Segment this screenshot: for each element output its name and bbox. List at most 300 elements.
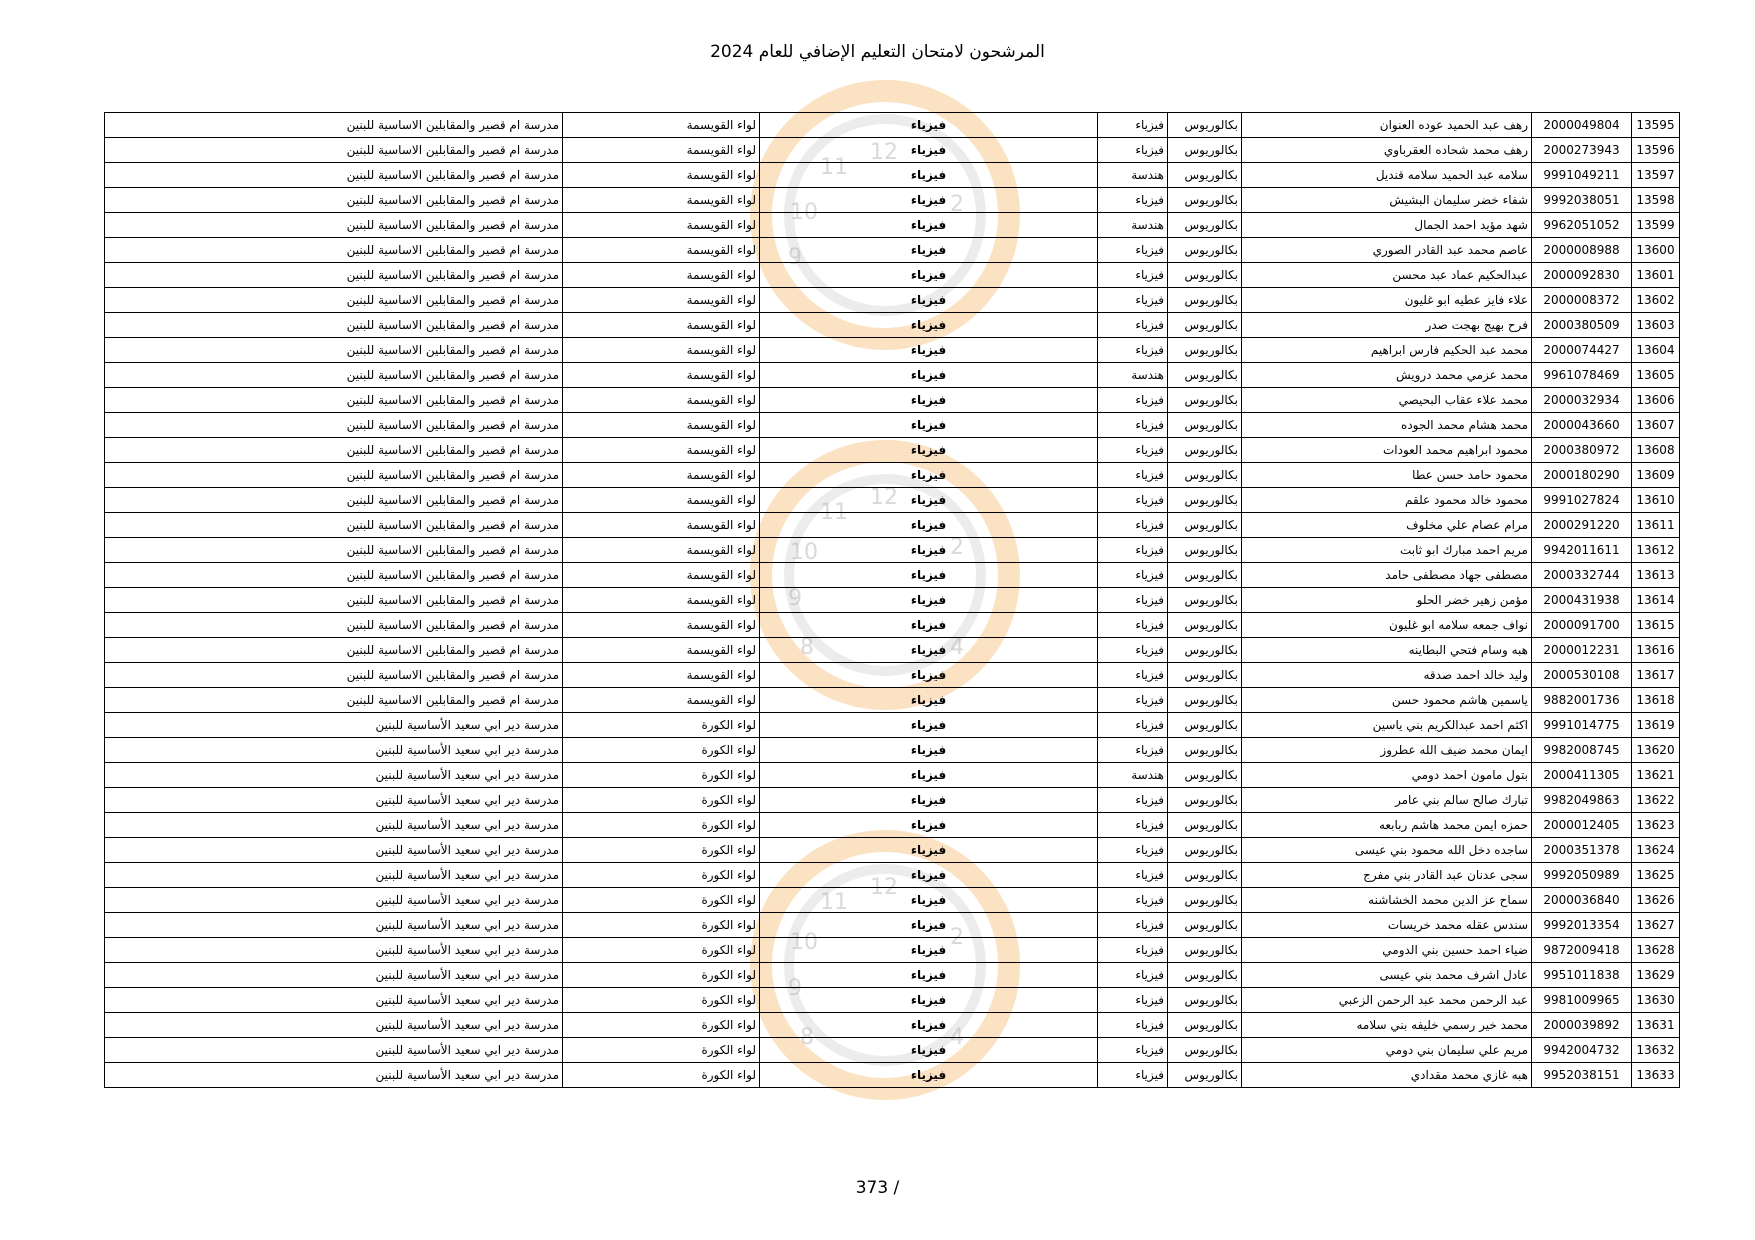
subject-cell: فيزياء [760, 963, 1098, 988]
name-cell: شفاء خضر سليمان البشيش [1242, 188, 1532, 213]
subject-cell: فيزياء [760, 888, 1098, 913]
subject-cell: فيزياء [760, 838, 1098, 863]
seq-cell: 13630 [1632, 988, 1680, 1013]
subject-cell: فيزياء [760, 713, 1098, 738]
name-cell: مؤمن زهير خضر الحلو [1242, 588, 1532, 613]
school-cell: مدرسة ام قصير والمقابلين الاساسية للبنين [105, 413, 563, 438]
national-id-cell: 9942004732 [1532, 1038, 1632, 1063]
table-row [105, 163, 1680, 188]
school-cell: مدرسة ام قصير والمقابلين الاساسية للبنين [105, 613, 563, 638]
name-cell: عادل اشرف محمد بني عيسى [1242, 963, 1532, 988]
school-cell: مدرسة دير ابي سعيد الأساسية للبنين [105, 1013, 563, 1038]
specialty-cell: فيزياء [1098, 138, 1168, 163]
degree-cell: بكالوريوس [1168, 463, 1242, 488]
name-cell: ضياء احمد حسين بني الدومي [1242, 938, 1532, 963]
subject-cell: فيزياء [760, 238, 1098, 263]
national-id-cell: 2000008988 [1532, 238, 1632, 263]
table-row [105, 838, 1680, 863]
degree-cell: بكالوريوس [1168, 938, 1242, 963]
area-cell: لواء الكورة [563, 838, 760, 863]
area-cell: لواء الكورة [563, 913, 760, 938]
specialty-cell: فيزياء [1098, 963, 1168, 988]
degree-cell: بكالوريوس [1168, 813, 1242, 838]
area-cell: لواء الكورة [563, 888, 760, 913]
subject-cell: فيزياء [760, 513, 1098, 538]
area-cell: لواء القويسمة [563, 613, 760, 638]
name-cell: محمود حامد حسن عطا [1242, 463, 1532, 488]
table-row [105, 538, 1680, 563]
seq-cell: 13601 [1632, 263, 1680, 288]
school-cell: مدرسة ام قصير والمقابلين الاساسية للبنين [105, 688, 563, 713]
area-cell: لواء القويسمة [563, 438, 760, 463]
degree-cell: بكالوريوس [1168, 913, 1242, 938]
degree-cell: بكالوريوس [1168, 613, 1242, 638]
specialty-cell: فيزياء [1098, 488, 1168, 513]
seq-cell: 13606 [1632, 388, 1680, 413]
seq-cell: 13596 [1632, 138, 1680, 163]
area-cell: لواء الكورة [563, 938, 760, 963]
specialty-cell: فيزياء [1098, 688, 1168, 713]
national-id-cell: 2000411305 [1532, 763, 1632, 788]
table-row [105, 188, 1680, 213]
name-cell: عبد الرحمن محمد عبد الرحمن الزعبي [1242, 988, 1532, 1013]
school-cell: مدرسة ام قصير والمقابلين الاساسية للبنين [105, 388, 563, 413]
seq-cell: 13610 [1632, 488, 1680, 513]
name-cell: محمد عزمي محمد درويش [1242, 363, 1532, 388]
table-row [105, 488, 1680, 513]
school-cell: مدرسة ام قصير والمقابلين الاساسية للبنين [105, 138, 563, 163]
school-cell: مدرسة دير ابي سعيد الأساسية للبنين [105, 763, 563, 788]
table-row [105, 638, 1680, 663]
school-cell: مدرسة دير ابي سعيد الأساسية للبنين [105, 838, 563, 863]
seq-cell: 13613 [1632, 563, 1680, 588]
table-row [105, 563, 1680, 588]
degree-cell: بكالوريوس [1168, 738, 1242, 763]
specialty-cell: فيزياء [1098, 288, 1168, 313]
seq-cell: 13619 [1632, 713, 1680, 738]
national-id-cell: 2000049804 [1532, 113, 1632, 138]
specialty-cell: هندسة [1098, 213, 1168, 238]
subject-cell: فيزياء [760, 388, 1098, 413]
school-cell: مدرسة ام قصير والمقابلين الاساسية للبنين [105, 513, 563, 538]
national-id-cell: 9951011838 [1532, 963, 1632, 988]
national-id-cell: 2000074427 [1532, 338, 1632, 363]
degree-cell: بكالوريوس [1168, 238, 1242, 263]
area-cell: لواء الكورة [563, 813, 760, 838]
table-row [105, 113, 1680, 138]
degree-cell: بكالوريوس [1168, 413, 1242, 438]
school-cell: مدرسة ام قصير والمقابلين الاساسية للبنين [105, 213, 563, 238]
national-id-cell: 2000530108 [1532, 663, 1632, 688]
degree-cell: بكالوريوس [1168, 513, 1242, 538]
school-cell: مدرسة ام قصير والمقابلين الاساسية للبنين [105, 263, 563, 288]
subject-cell: فيزياء [760, 1063, 1098, 1088]
area-cell: لواء الكورة [563, 988, 760, 1013]
name-cell: فرح بهيج بهجت صدر [1242, 313, 1532, 338]
table-row [105, 713, 1680, 738]
seq-cell: 13628 [1632, 938, 1680, 963]
subject-cell: فيزياء [760, 763, 1098, 788]
subject-cell: فيزياء [760, 263, 1098, 288]
name-cell: رهف محمد شحاده العقرباوي [1242, 138, 1532, 163]
name-cell: بتول مامون احمد دومي [1242, 763, 1532, 788]
specialty-cell: فيزياء [1098, 713, 1168, 738]
school-cell: مدرسة ام قصير والمقابلين الاساسية للبنين [105, 563, 563, 588]
name-cell: نواف جمعه سلامه ابو غليون [1242, 613, 1532, 638]
subject-cell: فيزياء [760, 288, 1098, 313]
name-cell: محمود ابراهيم محمد العودات [1242, 438, 1532, 463]
name-cell: سندس عقله محمد خريسات [1242, 913, 1532, 938]
specialty-cell: فيزياء [1098, 438, 1168, 463]
seq-cell: 13608 [1632, 438, 1680, 463]
specialty-cell: فيزياء [1098, 1063, 1168, 1088]
degree-cell: بكالوريوس [1168, 213, 1242, 238]
seq-cell: 13623 [1632, 813, 1680, 838]
specialty-cell: فيزياء [1098, 513, 1168, 538]
table-row [105, 263, 1680, 288]
table-row [105, 288, 1680, 313]
specialty-cell: هندسة [1098, 163, 1168, 188]
area-cell: لواء القويسمة [563, 688, 760, 713]
subject-cell: فيزياء [760, 413, 1098, 438]
page-title: المرشحون لامتحان التعليم الإضافي للعام 2024 [710, 42, 1045, 62]
degree-cell: بكالوريوس [1168, 588, 1242, 613]
table-row [105, 663, 1680, 688]
area-cell: لواء القويسمة [563, 638, 760, 663]
school-cell: مدرسة ام قصير والمقابلين الاساسية للبنين [105, 313, 563, 338]
specialty-cell: هندسة [1098, 363, 1168, 388]
table-row [105, 888, 1680, 913]
degree-cell: بكالوريوس [1168, 363, 1242, 388]
area-cell: لواء القويسمة [563, 288, 760, 313]
area-cell: لواء القويسمة [563, 463, 760, 488]
name-cell: ايمان محمد ضيف الله عطروز [1242, 738, 1532, 763]
area-cell: لواء القويسمة [563, 163, 760, 188]
name-cell: محمد علاء عقاب البحيصي [1242, 388, 1532, 413]
specialty-cell: فيزياء [1098, 338, 1168, 363]
table-row [105, 338, 1680, 363]
national-id-cell: 2000332744 [1532, 563, 1632, 588]
specialty-cell: فيزياء [1098, 313, 1168, 338]
area-cell: لواء الكورة [563, 1063, 760, 1088]
name-cell: محمد عبد الحكيم فارس ابراهيم [1242, 338, 1532, 363]
degree-cell: بكالوريوس [1168, 638, 1242, 663]
area-cell: لواء القويسمة [563, 138, 760, 163]
degree-cell: بكالوريوس [1168, 713, 1242, 738]
area-cell: لواء القويسمة [563, 263, 760, 288]
national-id-cell: 2000380972 [1532, 438, 1632, 463]
national-id-cell: 2000291220 [1532, 513, 1632, 538]
seq-cell: 13602 [1632, 288, 1680, 313]
seq-cell: 13629 [1632, 963, 1680, 988]
school-cell: مدرسة ام قصير والمقابلين الاساسية للبنين [105, 113, 563, 138]
specialty-cell: فيزياء [1098, 788, 1168, 813]
school-cell: مدرسة ام قصير والمقابلين الاساسية للبنين [105, 288, 563, 313]
area-cell: لواء القويسمة [563, 363, 760, 388]
candidates-table [104, 112, 1680, 1088]
table-row [105, 513, 1680, 538]
school-cell: مدرسة ام قصير والمقابلين الاساسية للبنين [105, 588, 563, 613]
degree-cell: بكالوريوس [1168, 438, 1242, 463]
specialty-cell: فيزياء [1098, 588, 1168, 613]
seq-cell: 13618 [1632, 688, 1680, 713]
school-cell: مدرسة دير ابي سعيد الأساسية للبنين [105, 988, 563, 1013]
specialty-cell: فيزياء [1098, 663, 1168, 688]
school-cell: مدرسة ام قصير والمقابلين الاساسية للبنين [105, 463, 563, 488]
school-cell: مدرسة دير ابي سعيد الأساسية للبنين [105, 713, 563, 738]
name-cell: حمزه ايمن محمد هاشم ربابعه [1242, 813, 1532, 838]
subject-cell: فيزياء [760, 788, 1098, 813]
degree-cell: بكالوريوس [1168, 288, 1242, 313]
seq-cell: 13625 [1632, 863, 1680, 888]
national-id-cell: 9982049863 [1532, 788, 1632, 813]
subject-cell: فيزياء [760, 163, 1098, 188]
degree-cell: بكالوريوس [1168, 263, 1242, 288]
area-cell: لواء القويسمة [563, 513, 760, 538]
subject-cell: فيزياء [760, 613, 1098, 638]
degree-cell: بكالوريوس [1168, 563, 1242, 588]
table-row [105, 388, 1680, 413]
watermark-logo: 12 11 2 10 9 8 4 [570, 830, 1190, 1190]
table-row [105, 1063, 1680, 1088]
table-row [105, 688, 1680, 713]
name-cell: ساجده دخل الله محمود بني عيسى [1242, 838, 1532, 863]
subject-cell: فيزياء [760, 913, 1098, 938]
area-cell: لواء القويسمة [563, 213, 760, 238]
subject-cell: فيزياء [760, 313, 1098, 338]
school-cell: مدرسة دير ابي سعيد الأساسية للبنين [105, 738, 563, 763]
school-cell: مدرسة ام قصير والمقابلين الاساسية للبنين [105, 488, 563, 513]
area-cell: لواء الكورة [563, 788, 760, 813]
national-id-cell: 9962051052 [1532, 213, 1632, 238]
seq-cell: 13603 [1632, 313, 1680, 338]
table-row [105, 438, 1680, 463]
subject-cell: فيزياء [760, 488, 1098, 513]
subject-cell: فيزياء [760, 638, 1098, 663]
specialty-cell: فيزياء [1098, 1038, 1168, 1063]
name-cell: علاء فايز عطيه ابو غليون [1242, 288, 1532, 313]
school-cell: مدرسة ام قصير والمقابلين الاساسية للبنين [105, 338, 563, 363]
table-row [105, 788, 1680, 813]
subject-cell: فيزياء [760, 188, 1098, 213]
national-id-cell: 2000012231 [1532, 638, 1632, 663]
area-cell: لواء القويسمة [563, 563, 760, 588]
national-id-cell: 2000180290 [1532, 463, 1632, 488]
national-id-cell: 2000273943 [1532, 138, 1632, 163]
subject-cell: فيزياء [760, 988, 1098, 1013]
degree-cell: بكالوريوس [1168, 863, 1242, 888]
national-id-cell: 9942011611 [1532, 538, 1632, 563]
table-row [105, 1038, 1680, 1063]
national-id-cell: 9991014775 [1532, 713, 1632, 738]
subject-cell: فيزياء [760, 813, 1098, 838]
name-cell: سماح عز الدين محمد الخشاشنه [1242, 888, 1532, 913]
subject-cell: فيزياء [760, 588, 1098, 613]
name-cell: مرام عصام علي مخلوف [1242, 513, 1532, 538]
name-cell: ياسمين هاشم محمود حسن [1242, 688, 1532, 713]
national-id-cell: 9992050989 [1532, 863, 1632, 888]
subject-cell: فيزياء [760, 363, 1098, 388]
degree-cell: بكالوريوس [1168, 388, 1242, 413]
school-cell: مدرسة دير ابي سعيد الأساسية للبنين [105, 963, 563, 988]
degree-cell: بكالوريوس [1168, 1013, 1242, 1038]
national-id-cell: 9872009418 [1532, 938, 1632, 963]
table-row [105, 613, 1680, 638]
area-cell: لواء القويسمة [563, 238, 760, 263]
degree-cell: بكالوريوس [1168, 338, 1242, 363]
degree-cell: بكالوريوس [1168, 538, 1242, 563]
area-cell: لواء الكورة [563, 1038, 760, 1063]
specialty-cell: فيزياء [1098, 838, 1168, 863]
seq-cell: 13614 [1632, 588, 1680, 613]
subject-cell: فيزياء [760, 138, 1098, 163]
subject-cell: فيزياء [760, 463, 1098, 488]
area-cell: لواء الكورة [563, 738, 760, 763]
national-id-cell: 9961078469 [1532, 363, 1632, 388]
degree-cell: بكالوريوس [1168, 763, 1242, 788]
table-row [105, 938, 1680, 963]
area-cell: لواء القويسمة [563, 413, 760, 438]
degree-cell: بكالوريوس [1168, 788, 1242, 813]
degree-cell: بكالوريوس [1168, 163, 1242, 188]
degree-cell: بكالوريوس [1168, 313, 1242, 338]
national-id-cell: 2000351378 [1532, 838, 1632, 863]
school-cell: مدرسة دير ابي سعيد الأساسية للبنين [105, 813, 563, 838]
table-row [105, 963, 1680, 988]
degree-cell: بكالوريوس [1168, 188, 1242, 213]
degree-cell: بكالوريوس [1168, 888, 1242, 913]
national-id-cell: 2000036840 [1532, 888, 1632, 913]
table-row [105, 313, 1680, 338]
national-id-cell: 9982008745 [1532, 738, 1632, 763]
national-id-cell: 9991049211 [1532, 163, 1632, 188]
seq-cell: 13631 [1632, 1013, 1680, 1038]
area-cell: لواء الكورة [563, 1013, 760, 1038]
table-row [105, 588, 1680, 613]
national-id-cell: 9992038051 [1532, 188, 1632, 213]
school-cell: مدرسة دير ابي سعيد الأساسية للبنين [105, 1038, 563, 1063]
seq-cell: 13615 [1632, 613, 1680, 638]
specialty-cell: فيزياء [1098, 263, 1168, 288]
name-cell: اكثم احمد عبدالكريم بني ياسين [1242, 713, 1532, 738]
national-id-cell: 2000431938 [1532, 588, 1632, 613]
seq-cell: 13611 [1632, 513, 1680, 538]
school-cell: مدرسة ام قصير والمقابلين الاساسية للبنين [105, 638, 563, 663]
specialty-cell: هندسة [1098, 763, 1168, 788]
subject-cell: فيزياء [760, 863, 1098, 888]
name-cell: عاصم محمد عبد القادر الصوري [1242, 238, 1532, 263]
degree-cell: بكالوريوس [1168, 1063, 1242, 1088]
name-cell: تبارك صالح سالم بني عامر [1242, 788, 1532, 813]
area-cell: لواء القويسمة [563, 538, 760, 563]
degree-cell: بكالوريوس [1168, 988, 1242, 1013]
national-id-cell: 2000039892 [1532, 1013, 1632, 1038]
table-row [105, 138, 1680, 163]
area-cell: لواء القويسمة [563, 313, 760, 338]
seq-cell: 13627 [1632, 913, 1680, 938]
specialty-cell: فيزياء [1098, 188, 1168, 213]
name-cell: هبه غازي محمد مقدادي [1242, 1063, 1532, 1088]
specialty-cell: فيزياء [1098, 113, 1168, 138]
seq-cell: 13612 [1632, 538, 1680, 563]
national-id-cell: 2000043660 [1532, 413, 1632, 438]
school-cell: مدرسة ام قصير والمقابلين الاساسية للبنين [105, 363, 563, 388]
seq-cell: 13624 [1632, 838, 1680, 863]
seq-cell: 13609 [1632, 463, 1680, 488]
subject-cell: فيزياء [760, 563, 1098, 588]
specialty-cell: فيزياء [1098, 863, 1168, 888]
specialty-cell: فيزياء [1098, 938, 1168, 963]
area-cell: لواء القويسمة [563, 113, 760, 138]
table-row [105, 813, 1680, 838]
area-cell: لواء القويسمة [563, 388, 760, 413]
school-cell: مدرسة ام قصير والمقابلين الاساسية للبنين [105, 663, 563, 688]
subject-cell: فيزياء [760, 1013, 1098, 1038]
degree-cell: بكالوريوس [1168, 138, 1242, 163]
national-id-cell: 2000092830 [1532, 263, 1632, 288]
name-cell: محمد خير رسمي خليفه بني سلامه [1242, 1013, 1532, 1038]
subject-cell: فيزياء [760, 338, 1098, 363]
name-cell: محمود خالد محمود علقم [1242, 488, 1532, 513]
name-cell: سلامه عبد الحميد سلامه قنديل [1242, 163, 1532, 188]
national-id-cell: 2000012405 [1532, 813, 1632, 838]
name-cell: شهد مؤيد احمد الجمال [1242, 213, 1532, 238]
school-cell: مدرسة دير ابي سعيد الأساسية للبنين [105, 888, 563, 913]
name-cell: مريم علي سليمان بني دومي [1242, 1038, 1532, 1063]
table-row [105, 238, 1680, 263]
area-cell: لواء القويسمة [563, 488, 760, 513]
school-cell: مدرسة دير ابي سعيد الأساسية للبنين [105, 788, 563, 813]
name-cell: مريم احمد مبارك ابو ثابت [1242, 538, 1532, 563]
seq-cell: 13616 [1632, 638, 1680, 663]
specialty-cell: فيزياء [1098, 563, 1168, 588]
table-row [105, 1013, 1680, 1038]
seq-cell: 13617 [1632, 663, 1680, 688]
school-cell: مدرسة ام قصير والمقابلين الاساسية للبنين [105, 163, 563, 188]
seq-cell: 13598 [1632, 188, 1680, 213]
degree-cell: بكالوريوس [1168, 113, 1242, 138]
specialty-cell: فيزياء [1098, 738, 1168, 763]
subject-cell: فيزياء [760, 938, 1098, 963]
name-cell: سجى عدنان عبد القادر بني مفرج [1242, 863, 1532, 888]
degree-cell: بكالوريوس [1168, 488, 1242, 513]
name-cell: وليد خالد احمد صدقه [1242, 663, 1532, 688]
subject-cell: فيزياء [760, 663, 1098, 688]
area-cell: لواء الكورة [563, 763, 760, 788]
seq-cell: 13626 [1632, 888, 1680, 913]
table-row [105, 863, 1680, 888]
school-cell: مدرسة دير ابي سعيد الأساسية للبنين [105, 938, 563, 963]
specialty-cell: فيزياء [1098, 988, 1168, 1013]
area-cell: لواء الكورة [563, 963, 760, 988]
area-cell: لواء القويسمة [563, 188, 760, 213]
specialty-cell: فيزياء [1098, 813, 1168, 838]
school-cell: مدرسة دير ابي سعيد الأساسية للبنين [105, 1063, 563, 1088]
school-cell: مدرسة ام قصير والمقابلين الاساسية للبنين [105, 238, 563, 263]
school-cell: مدرسة ام قصير والمقابلين الاساسية للبنين [105, 438, 563, 463]
degree-cell: بكالوريوس [1168, 838, 1242, 863]
specialty-cell: فيزياء [1098, 613, 1168, 638]
table-row [105, 988, 1680, 1013]
national-id-cell: 2000008372 [1532, 288, 1632, 313]
specialty-cell: فيزياء [1098, 413, 1168, 438]
specialty-cell: فيزياء [1098, 463, 1168, 488]
national-id-cell: 9981009965 [1532, 988, 1632, 1013]
national-id-cell: 2000032934 [1532, 388, 1632, 413]
subject-cell: فيزياء [760, 213, 1098, 238]
school-cell: مدرسة دير ابي سعيد الأساسية للبنين [105, 913, 563, 938]
subject-cell: فيزياء [760, 688, 1098, 713]
